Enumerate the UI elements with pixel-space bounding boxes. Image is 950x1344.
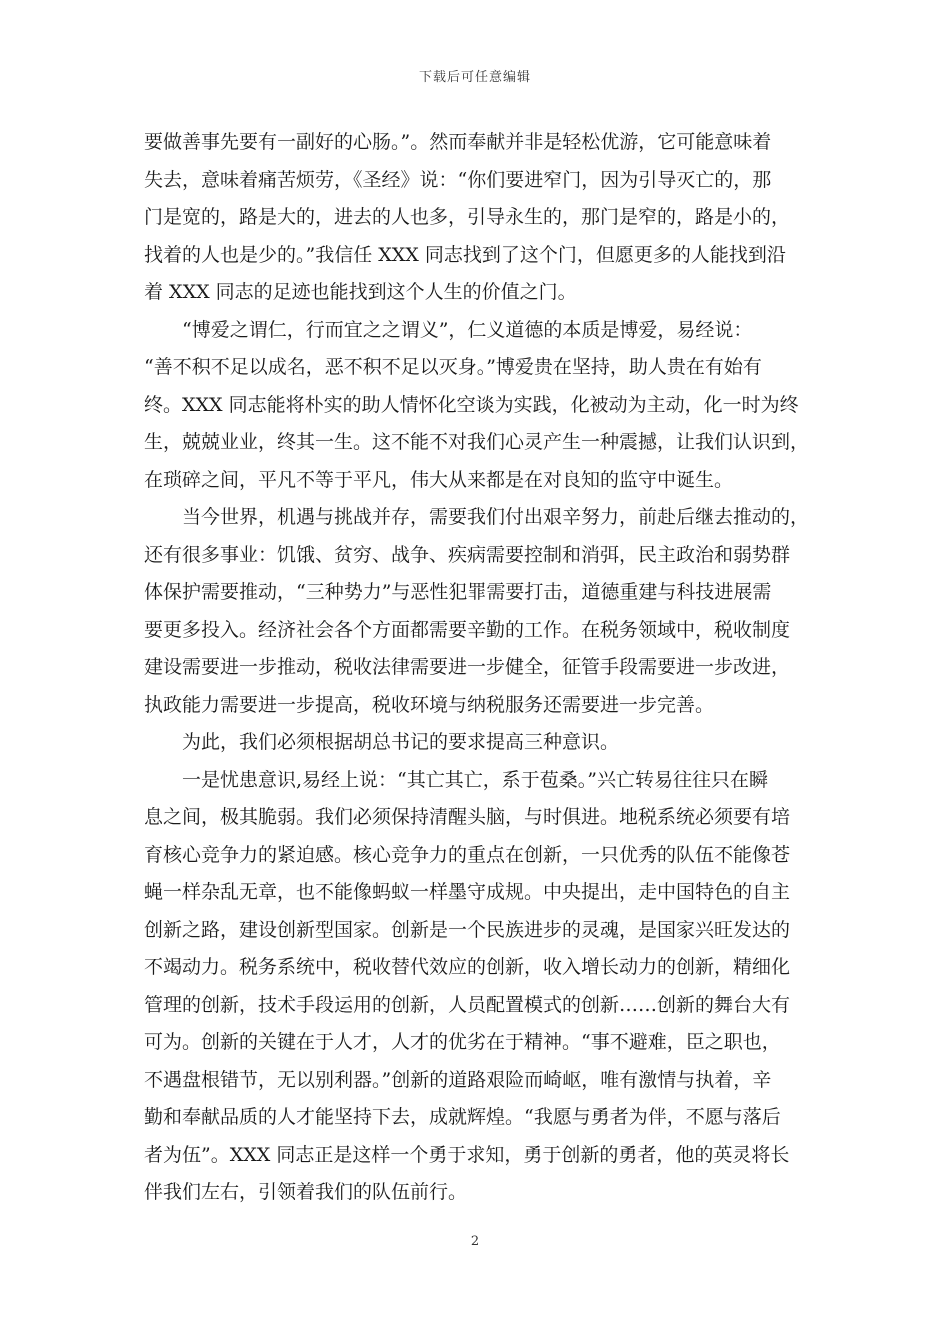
text-line: 不竭动力。税务系统中，税收替代效应的创新，收入增长动力的创新，精细化 — [144, 956, 791, 978]
text-line: 蝇一样杂乱无章，也不能像蚂蚁一样墨守成规。中央提出，走中国特色的自主 — [144, 881, 791, 903]
paragraph — [144, 312, 810, 500]
text-line: 者为伍”。XXX 同志正是这样一个勇于求知，勇于创新的勇者，他的英灵将长 — [144, 1143, 790, 1166]
paragraph — [144, 724, 810, 762]
paragraph — [144, 499, 810, 724]
text-line: 可为。创新的关键在于人才，人才的优劣在于精神。“事不避难，臣之职也， — [144, 1031, 781, 1053]
text-line: 不遇盘根错节，无以别利器。”创新的道路艰险而崎岖，唯有激情与执着，辛 — [144, 1068, 772, 1091]
text-line: 在琐碎之间，平凡不等于平凡，伟大从来都是在对良知的监守中诞生。 — [144, 468, 734, 491]
text-line: 管理的创新，技术手段运用的创新，人员配置模式的创新……创新的舞台大有 — [144, 993, 791, 1016]
text-line: 伴我们左右，引领着我们的队伍前行。 — [144, 1181, 468, 1203]
text-line: 要更多投入。经济社会各个方面都需要辛勤的工作。在税务领域中，税收制度 — [144, 618, 791, 641]
text-line: 创新之路，建设创新型国家。创新是一个民族进步的灵魂，是国家兴旺发达的 — [144, 918, 791, 941]
text-line: 当今世界，机遇与挑战并存，需要我们付出艰辛努力，前赴后继去推动的， — [182, 506, 810, 528]
text-line: 失去，意味着痛苦烦劳，《圣经》说：“你们要进窄门，因为引导灭亡的，那 — [144, 168, 772, 191]
text-line: 息之间，极其脆弱。我们必须保持清醒头脑，与时俱进。地税系统必须要有培 — [144, 806, 791, 828]
text-line: 一是忧患意识,易经上说：“其亡其亡，系于苞桑。”兴亡转易往往只在瞬 — [182, 768, 768, 791]
text-line: “博爱之谓仁，行而宜之之谓义”，仁义道德的本质是博爱，易经说： — [182, 318, 753, 341]
text-line: 着 XXX 同志的足迹也能找到这个人生的价值之门。 — [144, 281, 577, 303]
text-line: 执政能力需要进一步提高，税收环境与纳税服务还需要进一步完善。 — [144, 693, 715, 716]
page-number: 2 — [470, 1234, 480, 1249]
text-line: 体保护需要推动，“三种势力”与恶性犯罪需要打击，道德重建与科技进展需 — [144, 581, 772, 603]
text-line: 建设需要进一步推动，税收法律需要进一步健全，征管手段需要进一步改进， — [144, 656, 791, 678]
page-header: 下载后可任意编辑 — [418, 70, 531, 85]
paragraph — [144, 124, 810, 312]
text-line: 门是宽的，路是大的，进去的人也多，引导永生的，那门是窄的，路是小的， — [144, 206, 791, 228]
text-line: “善不积不足以成名，恶不积不足以灭身。”博爱贵在坚持，助人贵在有始有 — [144, 356, 762, 378]
text-line: 还有很多事业：饥饿、贫穷、战争、疾病需要控制和消弭，民主政治和弱势群 — [144, 543, 791, 566]
text-line: 终。XXX 同志能将朴实的助人情怀化空谈为实践，化被动为主动，化一时为终 — [144, 393, 799, 416]
text-line: 为此，我们必须根据胡总书记的要求提高三种意识。 — [182, 731, 620, 753]
document-body — [144, 124, 810, 1212]
text-line: 育核心竞争力的紧迫感。核心竞争力的重点在创新，一只优秀的队伍不能像苍 — [144, 843, 791, 866]
text-line: 勤和奉献品质的人才能坚持下去，成就辉煌。“我愿与勇者为伴，不愿与落后 — [144, 1106, 781, 1128]
text-line: 要做善事先要有一副好的心肠。”。然而奉献并非是轻松优游，它可能意味着 — [144, 131, 772, 153]
text-line: 生，兢兢业业，终其一生。这不能不对我们心灵产生一种震撼，让我们认识到， — [144, 431, 810, 453]
text-line: 找着的人也是少的。”我信任 XXX 同志找到了这个门，但愿更多的人能找到沿 — [144, 243, 786, 266]
paragraph — [144, 762, 810, 1212]
